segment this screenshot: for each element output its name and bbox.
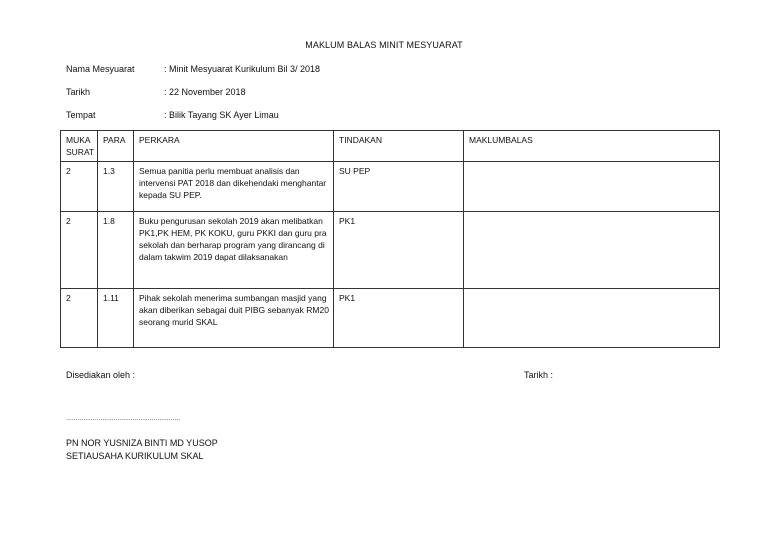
date-label: Tarikh : xyxy=(524,370,554,380)
meta-label: Tarikh xyxy=(66,87,91,97)
table-row xyxy=(61,212,720,289)
prepared-by-label: Disediakan oleh : xyxy=(66,370,136,380)
cell-para: 1.11 xyxy=(98,289,134,348)
cell-para: 1.8 xyxy=(98,212,134,289)
table-header-row xyxy=(61,131,720,162)
cell-para: 1.3 xyxy=(98,162,134,212)
cell-perkara: Pihak sekolah menerima sumbangan masjid yang akan diberikan sebagai duit PIBG sebanyak RM20 seorang murid SKAL xyxy=(134,289,334,348)
cell-muka-surat: 2 xyxy=(61,162,98,212)
cell-muka-surat: 2 xyxy=(61,289,98,348)
cell-perkara: Buku pengurusan sekolah 2019 akan melibatkan PK1,PK HEM, PK KOKU, guru PKKI dan guru pra sekolah dan berharap program yang dirancang di dalam takwim 2019 dapat dilaksanakan xyxy=(134,212,334,289)
preparer-position: SETIAUSAHA KURIKULUM SKAL xyxy=(66,451,204,461)
preparer-name: PN NOR YUSNIZA BINTI MD YUSOP xyxy=(66,438,218,448)
cell-tindakan: PK1 xyxy=(334,289,464,348)
meta-label: Tempat xyxy=(66,110,96,120)
cell-maklumbalas xyxy=(464,162,720,212)
cell-tindakan: SU PEP xyxy=(334,162,464,212)
cell-perkara: Semua panitia perlu membuat analisis dan intervensi PAT 2018 dan dikehendaki menghantar kepada SU PEP. xyxy=(134,162,334,212)
meta-label: Nama Mesyuarat xyxy=(66,64,135,74)
header-maklumbalas: MAKLUMBALAS xyxy=(464,131,720,162)
meta-value: : Bilik Tayang SK Ayer Limau xyxy=(164,110,279,120)
minutes-feedback-table xyxy=(60,130,720,348)
meta-value: : 22 November 2018 xyxy=(164,87,246,97)
document-title: MAKLUM BALAS MINIT MESYUARAT xyxy=(305,40,463,50)
table-row xyxy=(61,289,720,348)
header-muka-surat: MUKA SURAT xyxy=(61,131,98,162)
cell-muka-surat: 2 xyxy=(61,212,98,289)
cell-maklumbalas xyxy=(464,289,720,348)
table-row xyxy=(61,162,720,212)
cell-maklumbalas xyxy=(464,212,720,289)
signature-line: …………………………………………………… xyxy=(66,416,181,422)
meta-value: : Minit Mesyuarat Kurikulum Bil 3/ 2018 xyxy=(164,64,321,74)
cell-tindakan: PK1 xyxy=(334,212,464,289)
header-para: PARA xyxy=(98,131,134,162)
header-perkara: PERKARA xyxy=(134,131,334,162)
header-tindakan: TINDAKAN xyxy=(334,131,464,162)
